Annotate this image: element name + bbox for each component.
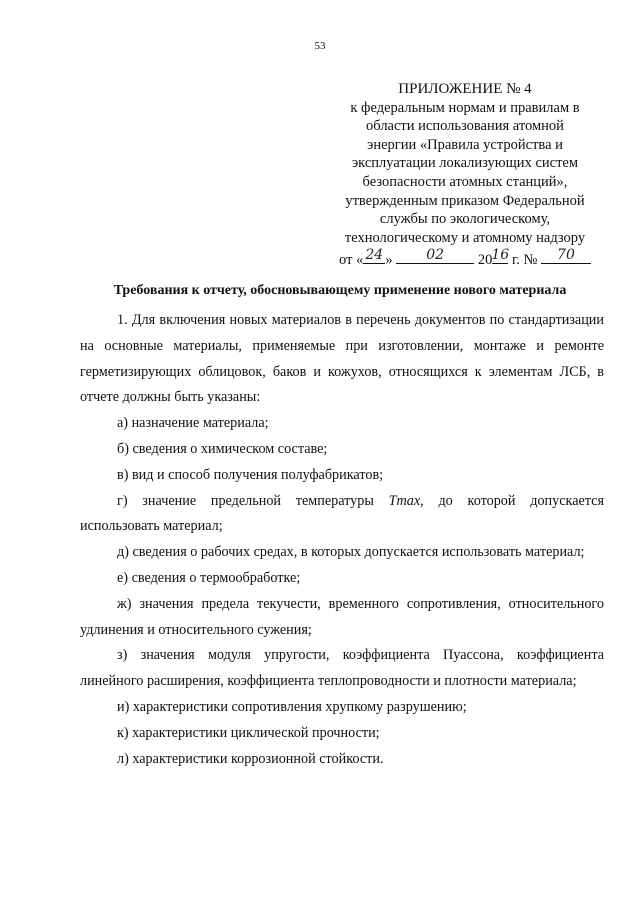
- list-item-g-text: г) значение предельной температуры: [117, 492, 389, 509]
- list-item-v: в) вид и способ получения полуфабрикатов;: [117, 466, 384, 483]
- list-item-a: а) назначение материала;: [117, 415, 269, 432]
- appendix-block: [330, 80, 600, 270]
- paragraph-1: 1. Для включения новых материалов в перечень документов по стандартизации на основные материалы, применяемые при изготовлении, монтаже и ремонте герметизирующих облицовок, баков и кожухов, относящихся к элементам ЛСБ, в отчете должны быть указаны:: [80, 312, 604, 406]
- year-field: [492, 247, 508, 264]
- year-value: 16: [491, 247, 510, 264]
- day-field: [363, 247, 385, 264]
- list-item-d: д) сведения о рабочих средах, в которых допускается использовать материал;: [117, 544, 585, 561]
- date-prefix: от «: [339, 252, 364, 269]
- list-item-g-text-end: , до которой допускается использовать материал;: [80, 492, 604, 535]
- order-number-field: [541, 247, 591, 264]
- page-number: 53: [314, 40, 326, 52]
- list-item-l: л) характеристики коррозионной стойкости.: [117, 750, 384, 767]
- tmax-symbol: Tmax: [388, 492, 421, 509]
- appendix-title: ПРИЛОЖЕНИЕ № 4: [398, 81, 532, 97]
- appendix-line: безопасности атомных станций»,: [362, 173, 568, 190]
- list-item-i: и) характеристики сопротивления хрупкому разрушению;: [117, 698, 467, 715]
- document-body: [80, 308, 604, 772]
- list-item-g: [80, 489, 604, 541]
- year-prefix: 20: [477, 252, 493, 269]
- appendix-line: утвержденным приказом Федеральной: [345, 192, 585, 209]
- appendix-line: энергии «Правила устройства и: [367, 136, 563, 153]
- appendix-line: технологическому и атомному надзору: [344, 229, 586, 246]
- appendix-line: области использования атомной: [366, 118, 564, 135]
- day-value: 24: [365, 247, 384, 264]
- list-item-e: е) сведения о термообработке;: [117, 569, 301, 586]
- month-field: [396, 247, 474, 264]
- number-label: г. №: [511, 252, 538, 269]
- list-item-k: к) характеристики циклической прочности;: [117, 724, 380, 741]
- appendix-line: к федеральным нормам и правилам в: [350, 99, 580, 116]
- appendix-line: службы по экологическому,: [379, 211, 551, 228]
- appendix-line: эксплуатации локализующих систем: [351, 155, 579, 172]
- list-item-b: б) сведения о химическом составе;: [117, 440, 328, 457]
- section-heading: Требования к отчету, обосновывающему применение нового материала: [113, 283, 567, 298]
- month-value: 02: [426, 247, 445, 264]
- order-number-value: 70: [557, 247, 575, 264]
- list-item-zh: ж) значения предела текучести, временного сопротивления, относительного удлинения и относительного сужения;: [80, 595, 604, 638]
- quote-close: »: [385, 252, 393, 269]
- order-date-line: [330, 247, 600, 270]
- list-item-z: з) значения модуля упругости, коэффициента Пуассона, коэффициента линейного расширения, коэффициента теплопроводности и плотности материала;: [80, 647, 604, 690]
